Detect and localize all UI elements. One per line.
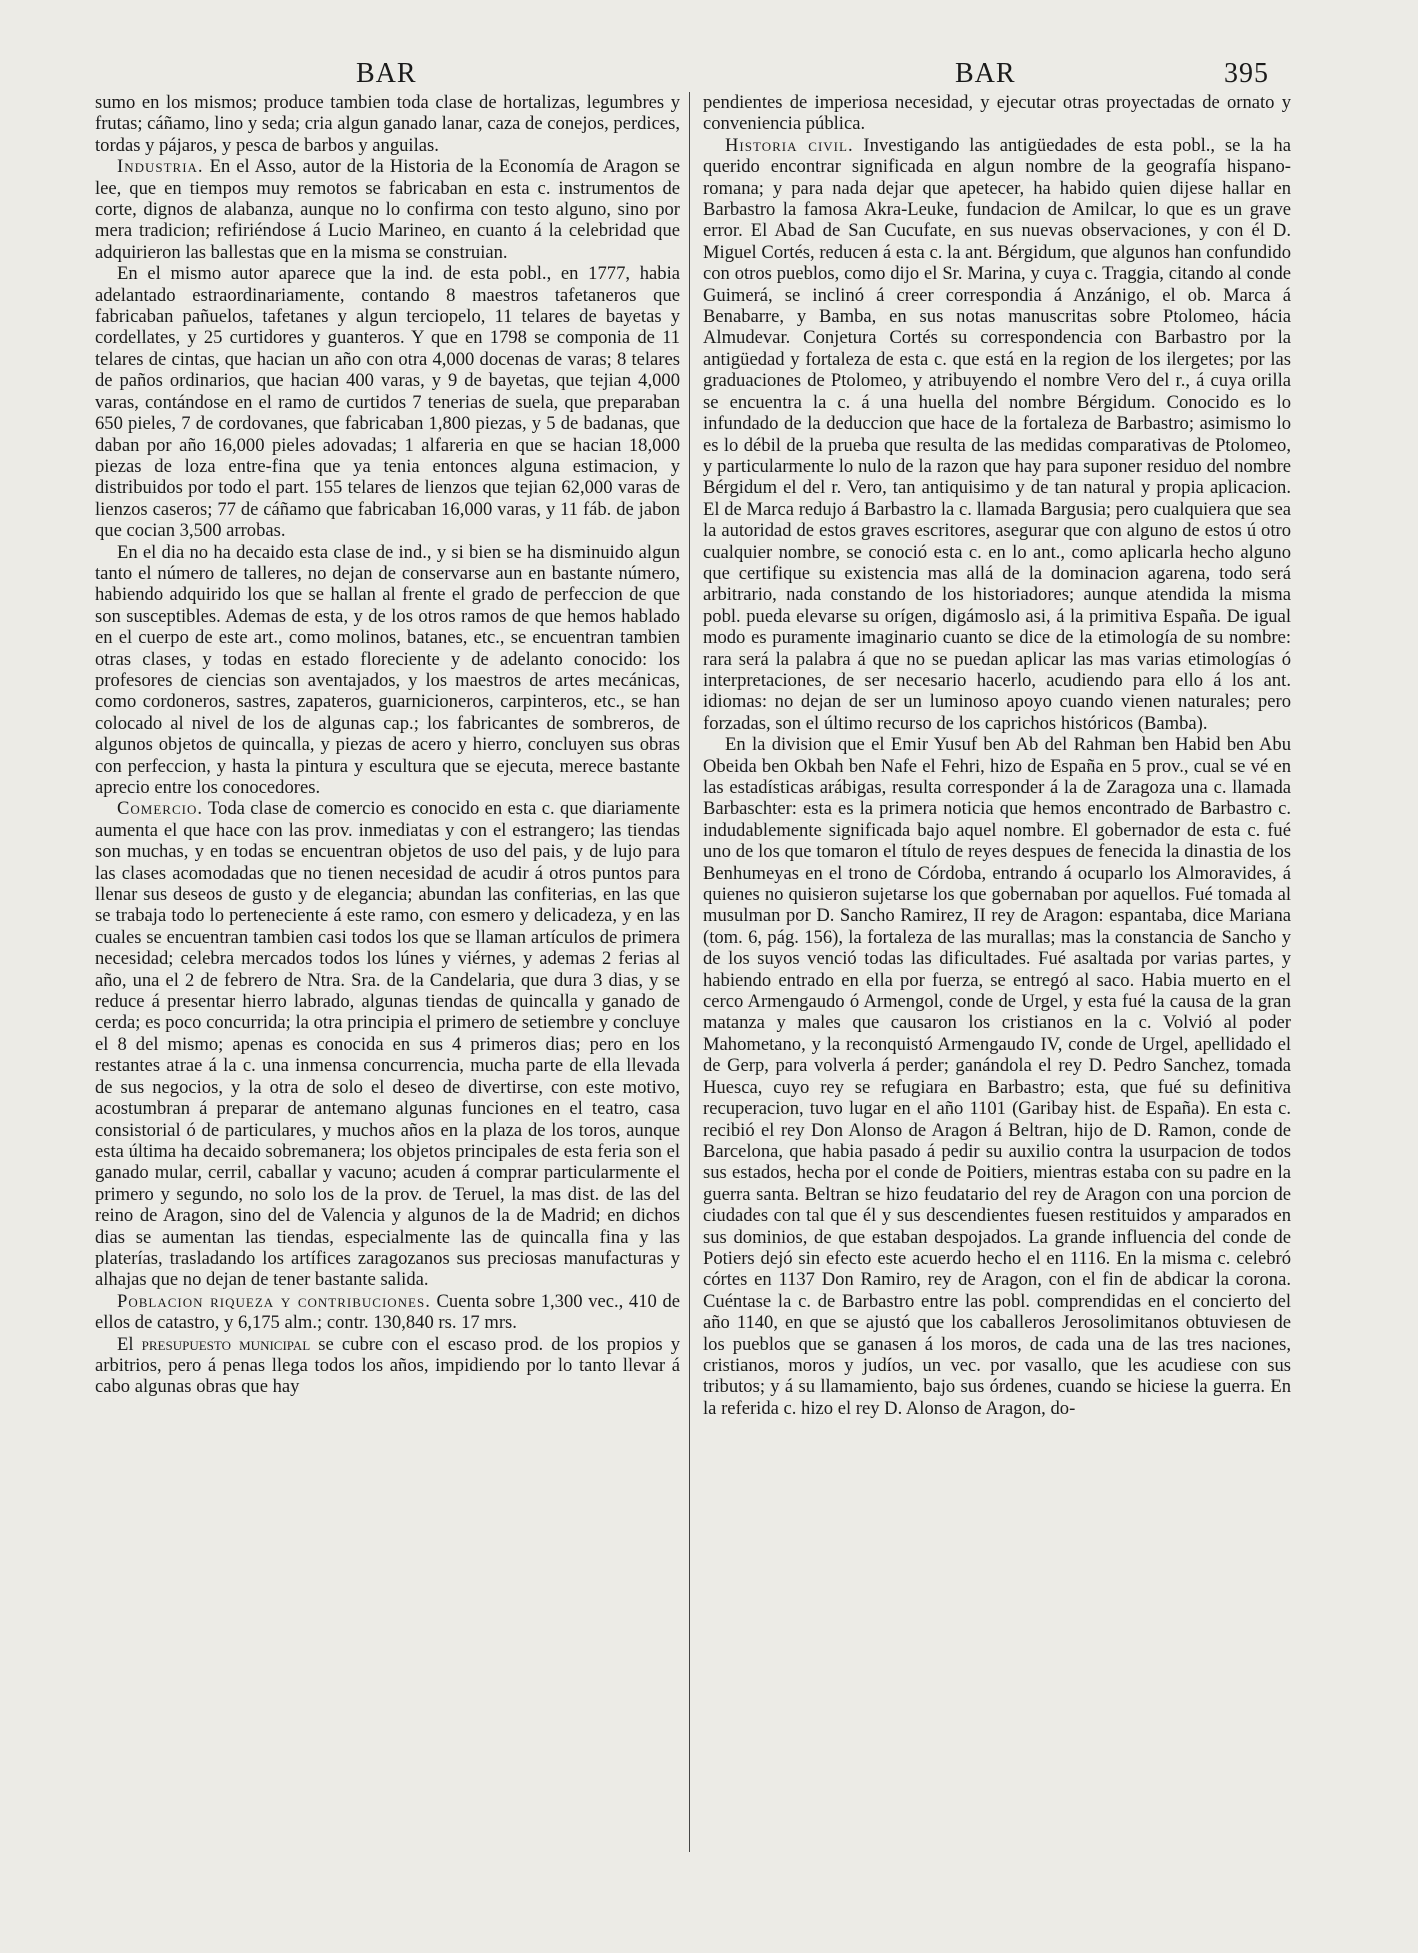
paragraph-text: Investigando las antigüedades de esta pobl., se la ha querido encontrar significada en algun nombre de la geografía hispano-romana; y para nada dejar que apetecer, ha habido quien dijese hallar en Barbastro la famosa Akra-Leuke, fundacion de Amilcar, lo que es un grave error. El Abad de San Cucufate, en sus nuevas observaciones, y con él D. Miguel Cortés, reducen á esta c. la ant. Bérgidum, que algunos han confundido con otros pueblos, como dijo el Sr. Marina, y cuya c. Traggia, citando al conde Guimerá, se inclinó á creer correspondia á Anzánigo, el ob. Marca á Benabarre, y Bamba, en sus notas manuscritas sobre Ptolomeo, hácia Almudevar. Conjetura Cortés su correspondencia con Barbastro por la antigüedad y fortaleza de esta c. que está en la region de los ilergetes; por las graduaciones de Ptolomeo, y atribuyendo el nombre Vero del r., á cuya orilla se encuentra la c. á una huella del nombre Bérgidum. Conocido es lo infundado de la deduccion que hace de la fortaleza de Barbastro; asimismo lo es lo débil de la prueba que resulta de las medidas comparativas de Ptolomeo, y particularmente lo nulo de la razon que hay para suponer residuo del nombre Bérgidum el del r. Vero, tan antiquisimo y de tan natural y propia aplicacion. El de Marca redujo á Barbastro la c. llamada Bargusia; pero cualquiera que sea la autoridad de estos graves escritores, asegurar que con alguno de estos ú otro cualquier nombre, se conoció esta c. en lo ant., como aplicarla hecho alguno que certifique su existencia mas allá de la dominacion agarena, todo será arbitrario, nada constando de los historiadores; aunque atendida la misma pobl. pueda elevarse su orígen, digámoslo asi, á la primitiva España. De igual modo es puramente imaginario cuanto se dice de la etimología de su nombre: rara será la palabra á que no se puedan aplicar las mas varias etimologías ó interpretaciones, de ser necesario hacerlo, acudiendo para ello á los ant. idiomas: no dejan de ser un luminoso apoyo cuando vienen naturales; pero forzadas, son el último recurso de los caprichos históricos (Bamba).	[703, 134, 1291, 734]
section-lead-poblacion: Poblacion riqueza y contribuciones.	[117, 1290, 431, 1312]
paragraph-division-emir: En la division que el Emir Yusuf ben Ab del Rahman ben Habid ben Abu Obeida ben Okbah ben Nafe el Fehri, hizo de España en 5 prov., cual se vé en las estadísticas arábigas, resulta corresponder á la de Zaragoza una c. llamada Barbaschter: esta es la primera noticia que hemos encontrado de Barbastro c. indudablemente significada bajo aquel nombre. El gobernador de esta c. fué uno de los que tomaron el título de reyes despues de fenecida la dinastia de los Benhumeyas en el trono de Córdoba, entrando á ocuparlo los Almoravides, á quienes no quisieron sujetarse los que gobernaban por aquellos. Fué tomada al musulman por D. Sancho Ramirez, II rey de Aragon: espantaba, dice Mariana (tom. 6, pág. 156), la fortaleza de las murallas; mas la constancia de Sancho y de los suyos venció todas las dificultades. Fué asaltada por varias partes, y habiendo entrado en ella por fuerza, se entregó al saco. Habia muerto en el cerco Armengaudo ó Armengol, conde de Urgel, y esta fué la causa de la gran matanza y males que causaron los cristianos en la c. Volvió al poder Mahometano, y la reconquistó Armengaudo IV, conde de Urgel, apellidado el de Gerp, para volverla á perder; ganándola el rey D. Pedro Sanchez, tomada Huesca, cuyo rey se refugiara en Barbastro; esta, que fué su definitiva recuperacion, tuvo lugar en el año 1101 (Garibay hist. de España). En esta c. recibió el rey Don Alonso de Aragon á Beltran, hijo de D. Ramon, conde de Barcelona, que habia pasado á pedir su auxilio contra la usurpacion de todos sus estados, hecha por el conde de Poitiers, mientras estaba con su padre en la guerra santa. Beltran se hizo feudatario del rey de Aragon con una porcion de ciudades con tal que él y sus descendientes fuesen restituidos y amparados en sus dominios, de que estaban despojados. La grande influencia del conde de Potiers dejó sin efecto este acuerdo hecho el en 1116. En la misma c. celebró córtes en 1137 Don Ramiro, rey de Aragon, con el fin de abdicar la corona. Cuéntase la c. de Barbastro entre las pobl. comprendidas en el concierto del año 1140, en que se ajustó que los caballeros Jerosolimitanos obtuviesen de los pueblos que se ganasen á los moros, de cada una de las tres naciones, cristianos, moros y judíos, un vec. por vasallo, que les acudiese con sus tributos; y á su llamamiento, bajo sus órdenes, cuando se hiciese la guerra. En la referida c. hizo el rey D. Alonso de Aragon, do-	[703, 734, 1291, 1419]
paragraph-text: En el Asso, autor de la Historia de la Economía de Aragon se lee, que en tiempos muy remotos se fabricaban en esta c. instrumentos de corte, dignos de alabanza, aunque no lo confirma con testo alguno, sino por mera tradicion; refiriéndose á Lucio Marineo, en cuanto á la celebridad que adquirieron las ballestas que en la misma se construian.	[95, 156, 680, 263]
paragraph-text: Toda clase de comercio es conocido en esta c. que diariamente aumenta el que hace con las prov. inmediatas y con el estrangero; las tiendas son muchas, y en todas se encuentran objetos de uso del pais, y de lujo para las clases acomodadas que no tienen necesidad de acudir á otros puntos para llenar sus deseos de gusto y de elegancia; abundan las confiterias, en las que se trabaja todo lo perteneciente á este ramo, con esmero y delicadeza, y en las cuales se encuentran tambien casi todos los que se llaman artículos de primera necesidad; celebra mercados todos los lúnes y viérnes, y ademas 2 ferias al año, una el 2 de febrero de Ntra. Sra. de la Candelaria, que dura 3 dias, y se reduce á presentar hierro labrado, algunas tiendas de quincalla y ganado de cerda; es poco concurrida; la otra principia el primero de setiembre y concluye el 8 del mismo; apenas es conocida en sus 4 primeros dias; pero en los restantes atrae á la c. una inmensa concurrencia, mucha parte de ella llevada de sus negocios, y la otra de solo el deseo de divertirse, con este motivo, acostumbran á preparar de antemano algunas funciones en el teatro, casa consistorial ó de particulares, y muchos años en la plaza de los toros, aunque esta última ha decaido sobremanera; los objetos principales de esta feria son el ganado mular, cerril, caballar y vacuno; acuden á comprar particularmente el primero y segundo, no solo los de la prov. de Teruel, la mas dist. de las del reino de Aragon, sino del de Valencia y algunos de la de Madrid; en dichos dias se aumentan las tiendas, especialmente las de quincalla fina y las platerías, trasladando los artífices zaragozanos sus preciosas manufacturas y alhajas que no dejan de tener bastante salida.	[95, 798, 680, 1291]
section-lead-historia-civil: Historia civil.	[725, 134, 854, 156]
section-lead-comercio: Comercio.	[117, 798, 203, 820]
running-head-center: BAR	[955, 58, 1016, 89]
running-head-left: BAR	[356, 58, 417, 89]
right-column	[703, 92, 1291, 1419]
paragraph-agriculture: sumo en los mismos; produce tambien toda clase de hortalizas, legumbres y frutas; cáñamo, lino y seda; cria algun ganado lanar, caza de conejos, perdices, tordas y pájaros, y pesca de barbos y anguilas.	[95, 92, 680, 156]
paragraph-industria-present: En el dia no ha decaido esta clase de ind., y si bien se ha disminuido algun tanto el número de talleres, no dejan de conservarse aun en bastante número, habiendo adquirido los que se hallan al frente el grado de perfeccion de que son susceptibles. Ademas de esta, y de los otros ramos de que hemos hablado en el cuerpo de este art., como molinos, batanes, etc., se encuentran tambien otras clases, y todas en estado floreciente y de adelanto conocido: los profesores de ciencias son aventajados, y los maestros de artes mecánicas, como cordoneros, sastres, zapateros, guarnicioneros, carpinteros, etc., se han colocado al nivel de los de algunas cap.; los fabricantes de sombreros, de algunos objetos de quincalla, y piezas de acero y hierro, concluyen sus obras con perfeccion, y hasta la pintura y escultura que se ejecuta, merece bastante aprecio entre los conocedores.	[95, 541, 680, 798]
paragraph-text: El	[117, 1333, 134, 1355]
paragraph-presupuesto	[95, 1334, 680, 1398]
page-number: 395	[1224, 58, 1269, 89]
section-lead-presupuesto: presupuesto municipal	[141, 1333, 311, 1355]
left-column	[95, 92, 680, 1398]
paragraph-continuation: pendientes de imperiosa necesidad, y ejecutar otras proyectadas de ornato y conveniencia pública.	[703, 92, 1291, 135]
section-lead-industria: Industria.	[117, 156, 204, 178]
paragraph-historia-civil	[703, 135, 1291, 734]
paragraph-comercio	[95, 798, 680, 1290]
column-divider	[689, 92, 690, 1852]
paragraph-poblacion	[95, 1291, 680, 1334]
paragraph-industria	[95, 156, 680, 263]
paragraph-text: se cubre con el escaso prod. de los propios y arbitrios, pero á penas llega todos los años, impidiendo por lo tanto llevar á cabo algunas obras que hay	[95, 1333, 680, 1398]
paragraph-industria-history: En el mismo autor aparece que la ind. de esta pobl., en 1777, habia adelantado estraordinariamente, contando 8 maestros tafetaneros que fabricaban pañuelos, tafetanes y algun terciopelo, 11 telares de bayetas y cordellates, y 25 curtidores y guanteros. Y que en 1798 se componia de 11 telares de cintas, que hacian un año con otra 4,000 docenas de varas; 8 telares de paños ordinarios, que hacian 400 varas, y 9 de bayetas, que tejian 4,000 varas, contándose en el ramo de curtidos 7 tenerias de suela, que preparaban 650 pieles, 7 de cordovanes, que fabricaban 1,800 piezas, y 5 de badanas, que daban por año 16,000 pieles adovadas; 1 alfareria en que se hacian 18,000 piezas de loza entre-fina que ya tenia entonces alguna estimacion, y distribuidos por todo el part. 155 telares de lienzos que tejian 62,000 varas de lienzos caseros; 77 de cáñamo que fabricaban 16,000 varas, y 11 fáb. de jabon que cocian 3,500 arrobas.	[95, 263, 680, 542]
paragraph-text: Cuenta sobre 1,300 vec., 410 de ellos de catastro, y 6,175 alm.; contr. 130,840 rs. 17 mrs.	[95, 1290, 681, 1334]
